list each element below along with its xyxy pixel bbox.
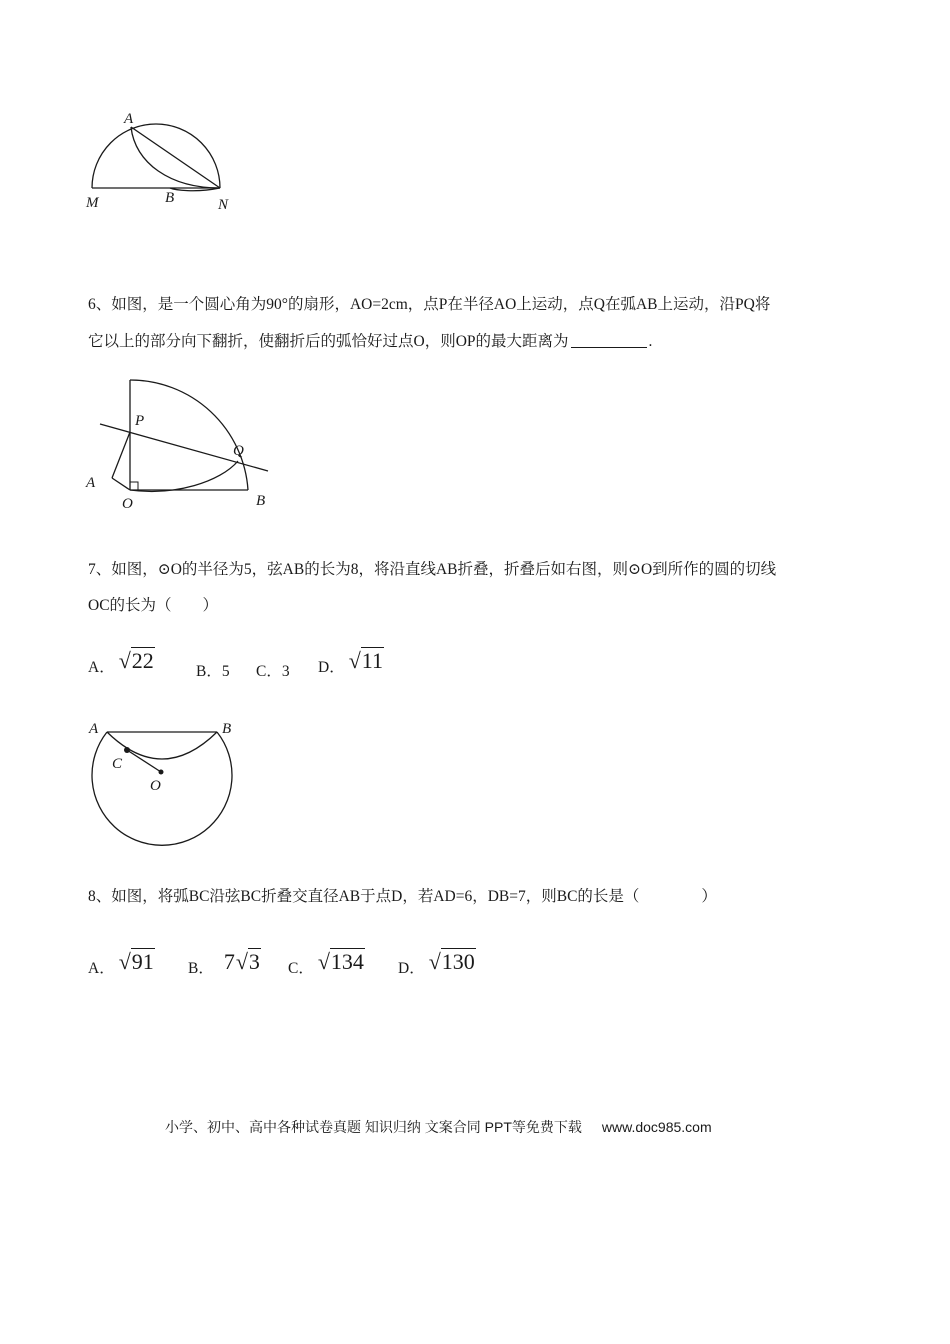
footer-text: 小学、初中、高中各种试卷真题 知识归纳 文案合同 PPT等免费下载 <box>165 1119 582 1135</box>
folded-arc <box>130 461 238 491</box>
label-n: N <box>218 197 229 213</box>
folded-segment <box>112 432 130 478</box>
label-b: B <box>222 721 232 737</box>
page-footer <box>165 1117 712 1137</box>
option-d[interactable]: D． √130 <box>398 949 475 977</box>
figure-q5 <box>80 108 250 218</box>
figure-q6 <box>80 370 280 515</box>
question-6-line1: 6、如图，是一个圆心角为90°的扇形，AO=2cm，点P在半径AO上运动，点Q在弧AB上运动，沿PQ将 <box>88 296 771 313</box>
footer-link[interactable]: www.doc985.com <box>601 1119 712 1135</box>
question-6-text: 它以上的部分向下翻折，使翻折后的弧恰好过点O，则OP的最大距离为 <box>88 333 569 350</box>
tangent-oc <box>127 750 161 772</box>
label-c: C <box>112 756 123 772</box>
option-a[interactable]: A． √22 <box>88 648 154 676</box>
question-7-line2: OC的长为（ ） <box>88 597 219 614</box>
folded-radius <box>112 478 130 490</box>
label-q: Q <box>233 443 244 459</box>
label-o: O <box>150 778 161 794</box>
label-a: A <box>89 721 99 737</box>
label-a: A <box>124 111 134 127</box>
circle-major-arc <box>92 732 232 845</box>
label-a: A <box>86 475 96 491</box>
sector-arc <box>130 380 248 490</box>
answer-blank[interactable] <box>571 333 647 348</box>
figure-q7 <box>80 716 250 851</box>
option-a[interactable]: A． √91 <box>88 949 154 977</box>
option-b[interactable]: B．5 <box>196 663 230 680</box>
point-o <box>159 770 164 775</box>
label-o: O <box>122 496 133 512</box>
question-7-line1: 7、如图，⊙O的半径为5，弦AB的长为8，将沿直线AB折叠，折叠后如右图，则⊙O到所作的圆的切线 <box>88 561 777 578</box>
label-b: B <box>256 493 266 509</box>
question-6-period: . <box>648 333 653 350</box>
option-c[interactable]: C． √134 <box>288 949 364 977</box>
option-c[interactable]: C．3 <box>256 663 290 680</box>
question-8-line1: 8、如图，将弧BC沿弦BC折叠交直径AB于点D，若AD=6，DB=7，则BC的长是（ ） <box>88 888 717 905</box>
option-b[interactable]: B． 7√3 <box>188 949 260 977</box>
question-6-line2 <box>88 333 868 350</box>
right-angle-mark <box>130 482 138 490</box>
option-d[interactable]: D． √11 <box>318 648 383 676</box>
label-b: B <box>165 190 175 206</box>
label-m: M <box>86 195 99 211</box>
label-p: P <box>135 413 145 429</box>
point-c <box>124 747 130 753</box>
semicircle-arc <box>92 124 220 188</box>
folded-arc <box>107 732 217 759</box>
